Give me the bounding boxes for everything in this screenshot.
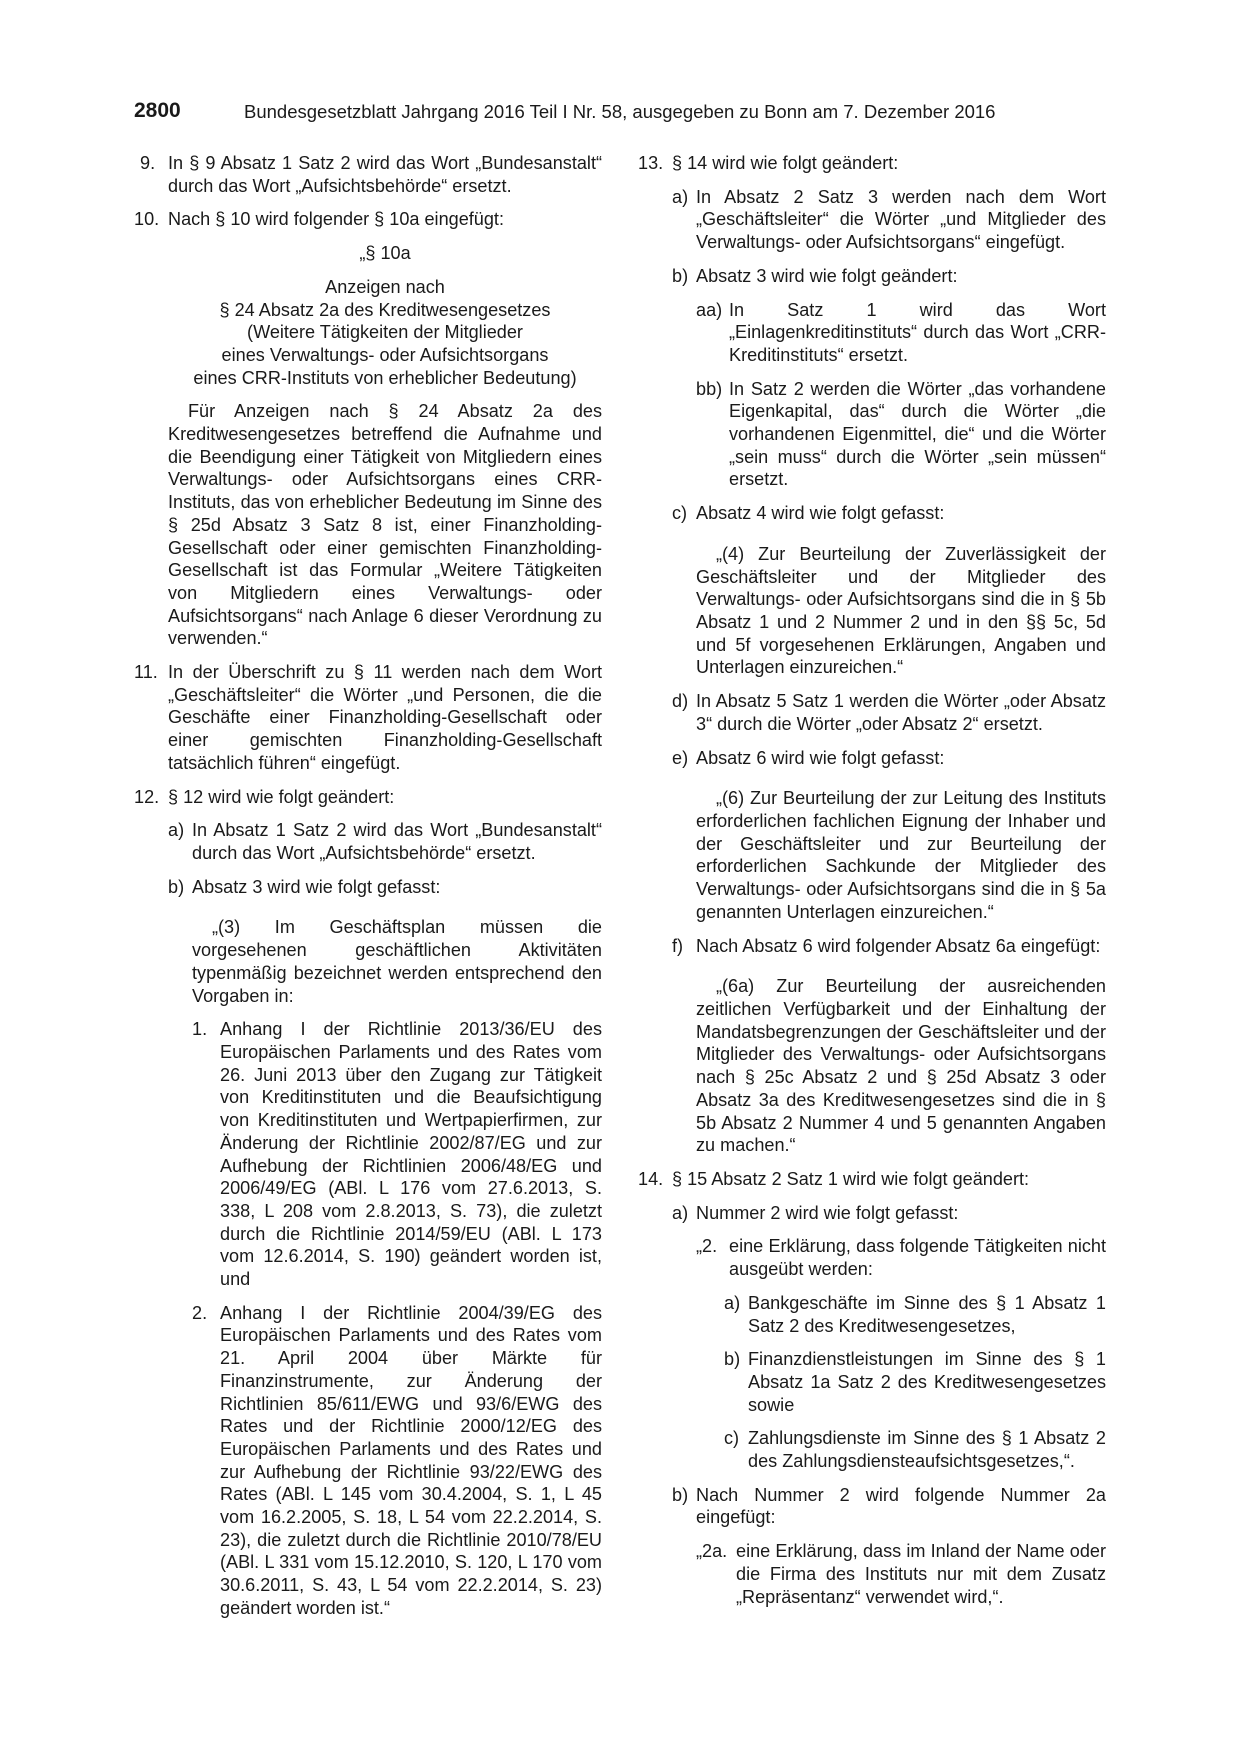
list-item-14a-2a: [724, 1292, 1106, 1337]
list-item-13b-aa: [696, 299, 1106, 367]
list-item-12b-2: [192, 1302, 602, 1620]
section-title-line: (Weitere Tätigkeiten der Mitglieder: [247, 322, 523, 343]
item-label: „2.: [696, 1236, 718, 1257]
item-label: aa): [696, 299, 723, 320]
item-text: Zahlungsdienste im Sinne des § 1 Absatz 2 des Zahlungsdiensteaufsichtsgesetzes,“.: [748, 1428, 1106, 1472]
section-title-line: eines CRR-Instituts von erheblicher Bedeutung): [193, 367, 577, 388]
item-label: b): [724, 1349, 741, 1370]
list-item-14: [638, 1168, 1106, 1191]
item-label: b): [168, 876, 185, 897]
item-text: In Absatz 2 Satz 3 werden nach dem Wort „Geschäftsleiter“ die Wörter „und Mitglieder des Verwaltungs- oder Aufsichtsorgans“ eingefügt.: [696, 186, 1106, 253]
list-item-13a: [672, 186, 1106, 254]
item-text: § 14 wird wie folgt geändert:: [672, 153, 899, 173]
item-text: Nach § 10 wird folgender § 10a eingefügt:: [168, 209, 504, 230]
item-label: d): [672, 691, 689, 712]
item-text: In Satz 2 werden die Wörter „das vorhandene Eigenkapital, das“ durch die Wörter „die vorhandenen Eigenmittel, die“ und die Wörter „sein muss“ durch die Wörter „sein müssen“ ersetzt.: [729, 378, 1106, 490]
list-item-14b: [672, 1484, 1106, 1529]
item-label: 14.: [638, 1169, 664, 1189]
list-item-14a-2: [696, 1235, 1106, 1280]
item-text: Bankgeschäfte im Sinne des § 1 Absatz 1 Satz 2 des Kreditwesengesetzes,: [748, 1292, 1106, 1336]
quoted-paragraph: „(6) Zur Beurteilung der zur Leitung des Instituts erforderlichen fachlichen Eignung der Inhaber und der Geschäftsleiter und zur Beurteilung der erforderlichen Sachkunde der Mitglieder des Verwaltungs- oder Aufsichtsorgans sind die in § 5a genannten Unterlagen einzureichen.“: [696, 788, 1106, 922]
list-item-13b: [672, 265, 1106, 288]
list-item-13c: [672, 502, 1106, 525]
section-heading: [168, 242, 602, 265]
list-item-14b-2a: [696, 1540, 1106, 1608]
section-title: [168, 276, 602, 390]
item-text: In Satz 1 wird das Wort „Einlagenkreditinstituts“ durch das Wort „CRR-Kreditinstituts“ ersetzt.: [729, 299, 1106, 365]
item-text: In Absatz 1 Satz 2 wird das Wort „Bundesanstalt“ durch das Wort „Aufsichtsbehörde“ ersetzt.: [192, 820, 602, 863]
item-label: „2a.: [696, 1541, 728, 1562]
item-label: a): [672, 186, 689, 207]
item-label: 13.: [638, 153, 664, 173]
section-title-line: Anzeigen nach: [325, 276, 445, 297]
list-item-12a: [168, 819, 602, 864]
quoted-paragraph: „(3) Im Geschäftsplan müssen die vorgesehenen geschäftlichen Aktivitäten typenmäßig bezeichnet werden entsprechend den Vorgaben in:: [192, 917, 602, 1006]
list-item-12b: [168, 876, 602, 899]
item-text: Nummer 2 wird wie folgt gefasst:: [696, 1202, 959, 1223]
item-label: 1.: [192, 1019, 208, 1040]
page-header: [134, 100, 1107, 126]
running-head: Bundesgesetzblatt Jahrgang 2016 Teil I Nr. 58, ausgegeben zu Bonn am 7. Dezember 2016: [244, 101, 996, 122]
list-item-13: [638, 152, 1106, 175]
item-label: b): [672, 1484, 689, 1505]
item-label: c): [724, 1428, 740, 1449]
item-text: Anhang I der Richtlinie 2004/39/EG des Europäischen Parlaments und des Rates vom 21. April 2004 über Märkte für Finanzinstrumente, zur Änderung der Richtlinien 85/611/EWG und 93/6/EWG des Rates und der Richtlinie 2000/12/EG des Europäischen Parlaments und des Rates und zur Aufhebung der Richtlinie 93/22/EWG des Rates (ABl. L 145 vom 30.4.2004, S. 1, L 45 vom 16.2.2005, S. 18, L 54 vom 22.2.2014, S. 23), die zuletzt durch die Richtlinie 2010/78/EU (ABl. L 331 vom 15.12.2010, S. 120, L 170 vom 30.6.2011, S. 43, L 54 vom 22.2.2014, S. 23) geändert worden ist.“: [220, 1302, 602, 1618]
item-label: 9.: [140, 153, 156, 173]
item-label: f): [672, 935, 684, 956]
list-item-14a-2b: [724, 1348, 1106, 1416]
item-label: c): [672, 503, 688, 524]
item-text: § 12 wird wie folgt geändert:: [168, 786, 395, 807]
quoted-paragraph: „(4) Zur Beurteilung der Zuverlässigkeit der Geschäftsleiter und der Mitglieder des Verwaltungs- oder Aufsichtsorgans sind die in § 5b Absatz 1 und 2 Nummer 2 und in den §§ 5c, 5d und 5f vorgesehenen Erklärungen, Angaben und Unterlagen einzureichen.“: [696, 543, 1106, 678]
section-title-line: § 24 Absatz 2a des Kreditwesengesetzes: [219, 299, 551, 320]
item-text: Absatz 3 wird wie folgt gefasst:: [192, 876, 441, 897]
item-label: b): [672, 265, 689, 286]
item-text: Finanzdienstleistungen im Sinne des § 1 Absatz 1a Satz 2 des Kreditwesengesetzes sowie: [748, 1349, 1106, 1415]
item-text: § 15 Absatz 2 Satz 1 wird wie folgt geändert:: [672, 1169, 1030, 1189]
item-label: bb): [696, 378, 723, 399]
item-text: In Absatz 5 Satz 1 werden die Wörter „oder Absatz 3“ durch die Wörter „oder Absatz 2“ ersetzt.: [696, 691, 1106, 734]
item-label: a): [724, 1292, 741, 1313]
item-label: e): [672, 747, 689, 768]
list-item-13e: [672, 747, 1106, 770]
item-label: 10.: [134, 209, 160, 230]
list-item-13d: [672, 690, 1106, 735]
list-item-11: [134, 661, 602, 775]
item-text: Absatz 3 wird wie folgt geändert:: [696, 265, 958, 286]
list-item-14a: [672, 1202, 1106, 1225]
section-body: Für Anzeigen nach § 24 Absatz 2a des Kreditwesengesetzes betreffend die Aufnahme und die Beendigung einer Tätigkeit von Mitgliedern eines Verwaltungs- oder Aufsichtsorgans eines CRR-Instituts, das von erheblicher Bedeutung im Sinne des § 25d Absatz 3 Satz 8 ist, einer Finanzholding-Gesellschaft oder einer gemischten Finanzholding-Gesellschaft ist das Formular „Weitere Tätigkeiten von Mitgliedern eines Verwaltungs- oder Aufsichtsorgans“ nach Anlage 6 dieser Verordnung zu verwenden.“: [168, 401, 602, 649]
item-label: a): [672, 1202, 689, 1223]
item-text: In § 9 Absatz 1 Satz 2 wird das Wort „Bundesanstalt“ durch das Wort „Aufsichtsbehörde“ ersetzt.: [168, 153, 602, 196]
list-item-14a-2c: [724, 1427, 1106, 1472]
item-label: a): [168, 820, 185, 841]
item-text: Nach Nummer 2 wird folgende Nummer 2a eingefügt:: [696, 1484, 1106, 1528]
list-item-13b-bb: [696, 378, 1106, 492]
list-item-10: [134, 208, 602, 231]
item-text: In der Überschrift zu § 11 werden nach dem Wort „Geschäftsleiter“ die Wörter „und Personen, die die Geschäfte einer Finanzholding-Gesellschaft oder einer gemischten Finanzholding-Gesellschaft tatsächlich führen“ eingefügt.: [168, 662, 602, 773]
list-item-12b-1: [192, 1018, 602, 1290]
item-text: eine Erklärung, dass im Inland der Name oder die Firma des Instituts nur mit dem Zusatz „Repräsentanz“ verwendet wird,“.: [736, 1541, 1106, 1607]
item-label: 11.: [134, 662, 158, 683]
left-column: [134, 152, 602, 1631]
item-label: 12.: [134, 786, 160, 807]
item-text: Absatz 6 wird wie folgt gefasst:: [696, 747, 945, 768]
list-item-9: [134, 152, 602, 197]
item-text: eine Erklärung, dass folgende Tätigkeiten nicht ausgeübt werden:: [729, 1236, 1106, 1280]
item-label: 2.: [192, 1302, 208, 1323]
list-item-12: [134, 786, 602, 809]
quoted-paragraph: „(6a) Zur Beurteilung der ausreichenden zeitlichen Verfügbarkeit und der Einhaltung der Mandatsbegrenzungen der Geschäftsleiter und der Mitglieder des Verwaltungs- oder Aufsichtsorgans nach § 25c Absatz 2 und § 25d Absatz 3 oder Absatz 3a des Kreditwesengesetzes sind die in § 5b Absatz 2 Nummer 4 und 5 genannten Angaben zu machen.“: [696, 976, 1106, 1156]
section-title-line: eines Verwaltungs- oder Aufsichtsorgans: [221, 344, 549, 365]
section-number: „§ 10a: [359, 243, 411, 264]
item-text: Nach Absatz 6 wird folgender Absatz 6a eingefügt:: [696, 935, 1101, 956]
list-item-13f: [672, 935, 1106, 958]
item-text: Anhang I der Richtlinie 2013/36/EU des Europäischen Parlaments und des Rates vom 26. Juni 2013 über den Zugang zur Tätigkeit von Kreditinstituten und die Beaufsichtigung von Kreditinstituten und Wertpapierfirmen, zur Änderung der Richtlinie 2002/87/EG und zur Aufhebung der Richtlinien 2006/48/EG und 2006/49/EG (ABl. L 176 vom 27.6.2013, S. 338, L 208 vom 2.8.2013, S. 73), die zuletzt durch die Richtlinie 2014/59/EU (ABl. L 173 vom 12.6.2014, S. 190) geändert worden ist, und: [220, 1019, 602, 1290]
right-column: [638, 152, 1106, 1619]
page-number: 2800: [134, 99, 181, 122]
item-text: Absatz 4 wird wie folgt gefasst:: [696, 503, 945, 524]
